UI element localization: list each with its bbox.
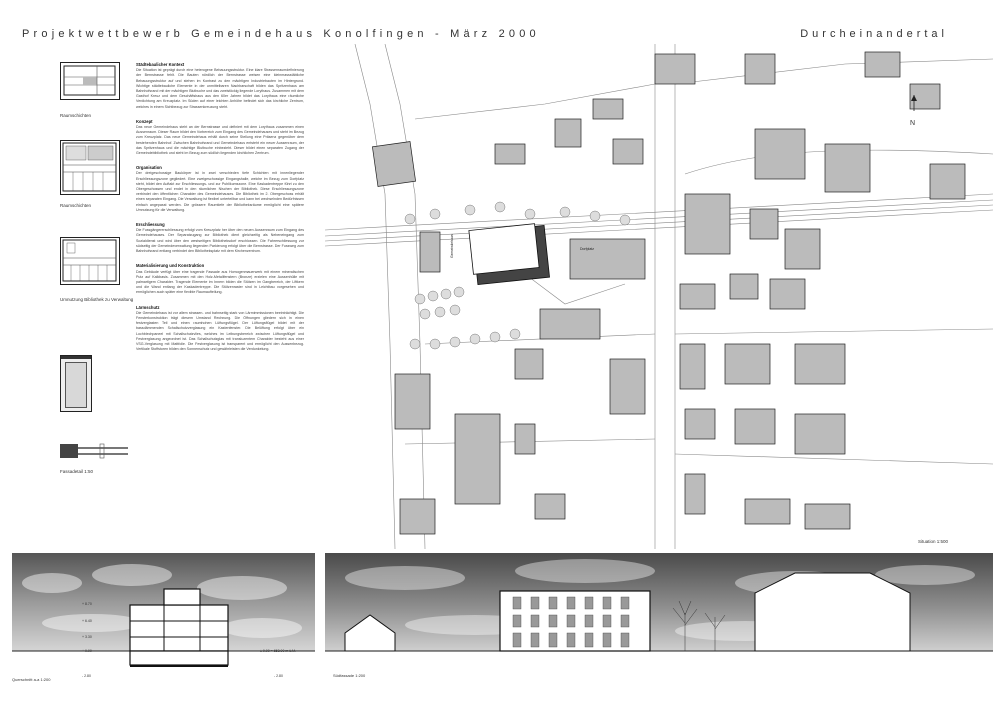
section-title-organisation: Organisation bbox=[136, 165, 162, 171]
gemeindehaus-elevation bbox=[500, 591, 650, 651]
section-title-concept: Konzept bbox=[136, 118, 153, 124]
level-label: - 2.80 bbox=[82, 674, 91, 678]
map-label-square: Dorfplatz bbox=[580, 247, 595, 251]
level-label: + 0.00 bbox=[82, 649, 92, 653]
floor-plan-2 bbox=[60, 140, 120, 195]
situation-caption: Situation 1:500 bbox=[918, 539, 949, 544]
plan-caption-1: Raumschichten bbox=[60, 113, 92, 118]
facade-detail-elevation bbox=[60, 355, 92, 412]
level-label-right: - 2.80 bbox=[274, 674, 283, 678]
north-arrow-icon bbox=[906, 95, 922, 119]
section-title-access: Erschliessung bbox=[136, 222, 165, 228]
map-label-building: Gemeindehaus bbox=[450, 234, 454, 258]
section-title-context: Städtebaulicher Kontext bbox=[136, 62, 185, 67]
section-title-noise: Lärmschutz bbox=[136, 304, 160, 310]
section-body-access: Die Fussgängererschliessung erfolgt vom Kreuzplatz her über den neuen Aussenraum zum Eingang des Gemeindehauses. Der Separatzugang zur Bibliothek dient gleichzeitig als Nebeneingang zum Sozialdienst und wird über den westseitigen Bibliotheksdorf erschlossen. Die Fahrerschliessung zur südseitig der Gemeindeverwaltung liegenden Parkierung erfolgt über die Bernstrasse. Der Fussweg zum Bahnhofsrand entlang verbindet den Bibliotheksplatz mit dem Kirchenzentrum. bbox=[136, 228, 304, 254]
floor-plan-3 bbox=[60, 237, 120, 285]
level-label: + 8.70 bbox=[82, 602, 92, 606]
floor-plan-1 bbox=[60, 62, 120, 100]
level-label-right: ± 0.00 = 658.00 m ü.M. bbox=[260, 649, 297, 653]
cross-section bbox=[12, 553, 315, 685]
elevation-caption: Südfassade 1:200 bbox=[333, 673, 366, 678]
section-body-concept: Das neue Gemeindehaus steht an der Bernstrasse und definiert mit dem Lorythaus zusammen einen Aussenraum. Dieser Raum bildet den Vorbereich zum Eingang des Gemeindehauses und steht im Bezug zum Kreuzplatz. Das neue Gemeindehaus erhält durch seine Stellung eine Präsenz gegenüber dem bestehenden Bahnhof. Zwischen Bahnhofsrand und Gemeindehaus entsteht ein neuer Aussenraum, der das Spritzenhaus und die mächtige Blutbuche einbezieht. Dieser bildet einen separaten Zugang der Gemeindebibliothek und steht im Bezug zum südlich liegenden kirchlichen Zentrum. bbox=[136, 125, 304, 156]
plan-caption-3: Umnutzung Bibliothek zu Verwaltung bbox=[60, 297, 134, 302]
north-label: N bbox=[910, 120, 916, 127]
section-title-material: Materialisierung und Konstruktion bbox=[136, 263, 205, 269]
facade-detail-plan bbox=[60, 440, 128, 462]
section-body-context: Die Situation ist geprägt durch eine heterogene Bebauungsstruktur. Eine klare Strassenraumdefinierung der Bernstrasse fehlt. Die Bauten nördlich der Bernstrasse weisen eine kleinmassstäbliche Bebauungsstruktur auf und stehen im Kontrast zu den mächtigen Industriebauten im Hintergrund. Wichtige städtebauliche Elemente in der unmittelbaren Nachbarschaft bilden das Spritzenhaus am Bahnhofsrand mit der mächtigen Blutbuche und das zweistöckig liegende Lorythaus. Zusammen mit dem Gasthof Kreuz und dem Geschäftshaus aus den 60er Jahren bildet das Lorythaus eine räumliche Verdichtung am Kreuzplatz. Im Süden auf einer leichten Anhöhe befindet sich das kirchliche Zentrum, welches in einem Sichtbezug zur Strassenkreuzung steht. bbox=[136, 68, 304, 109]
section-caption: Querschnitt a-a 1:200 bbox=[12, 677, 51, 682]
facade-detail-caption: Fassadetail 1:50 bbox=[60, 469, 94, 474]
neighbour-house-right bbox=[755, 573, 910, 651]
site-plan bbox=[325, 44, 993, 549]
section-body-organisation: Der dreigeschossige Baukörper ist in zwei verschieden tiefe Schichten mit innenliegender Erschliessungszone gegliedert. Eine zweigeschossige Eingangshalle, welche im Bezug zum Dorfplatz steht, bildet den Auftakt zur Erschliessungs- und zur Publikumszone. Eine Kaskadentreppe führt zu den Obergeschossen und endet in den räumlichen Nischen der Bibliothek. Diese Erschliessungszone verbindet den öffentlichen Charakter des Gemeindehauses. Die Bibliothek im 2. Obergeschoss erhält einen separaten Eingang. Die Verwaltung ist flexibel unterteilbar und kann bei wechselnden Bedürfnissen einfach angepasst werden. Die grössere Raumtiefe der Bibliotheksräume ermöglicht eine spätere Umnutzung für die Verwaltung. bbox=[136, 171, 304, 212]
plan-caption-2: Raumschichten bbox=[60, 203, 92, 208]
section-body-noise: Die Gemeindehaus ist vor allem strassen- und bahnseitig stark von Lärmimmissionen beeinträchtigt. Die Fensterkonstruktion trägt diesem Umstand Rechnung. Die Öffnungen gliedern sich in einen festverglasten Teil und einen raumhohen Lüftungsflügel. Der Lüftungsflügel bildet mit der bassdämmenden Schallschutzverglasung ein Kastenfenster. Die Belüftung erfolgt über ein Lochblechpaneel mit Schallschutzvlies, welches im Leibungsbereich zwischen Lüftungsflügel und Festverglasung angeordnet ist. Das Schallschutzglas mit transluzentem Charakter besteht aus einer VSG-Verglasung mit Mattfolie. Die Festverglasung ist transparent und ermöglicht den Aussenbezug. Vertikale Stoffstoren bilden den Sonnenschutz und gewährleisten die Verdunkelung. bbox=[136, 310, 304, 352]
level-label: + 3.30 bbox=[82, 635, 92, 639]
south-elevation bbox=[325, 553, 993, 685]
level-label: + 6.40 bbox=[82, 619, 92, 623]
project-motto: Durcheinandertal bbox=[800, 28, 948, 40]
section-body-material: Das Gebäude verfügt über eine tragende Fassade aus Homogenmauerwerk mit einem mineralischen Putz auf Kalkbasis. Zusammen mit den Holz-Metallfenstern (Bronze) erzielen eine Aussenhülle mit palmartigem Charakter. Tragende Elemente im Innern bilden die Stützen im Gangbereich, der Liftkern und die Wand entlang der Kaskadentreppe. Die Stützenraster sind in Leichtbau vorgesehen und ermöglichen auch später eine flexible Raumaufteilung. bbox=[136, 269, 304, 295]
description-text bbox=[136, 62, 304, 361]
competition-building bbox=[469, 224, 550, 285]
sheet-title: Projektwettbewerb Gemeindehaus Konolfingen - März 2000 bbox=[22, 28, 540, 40]
